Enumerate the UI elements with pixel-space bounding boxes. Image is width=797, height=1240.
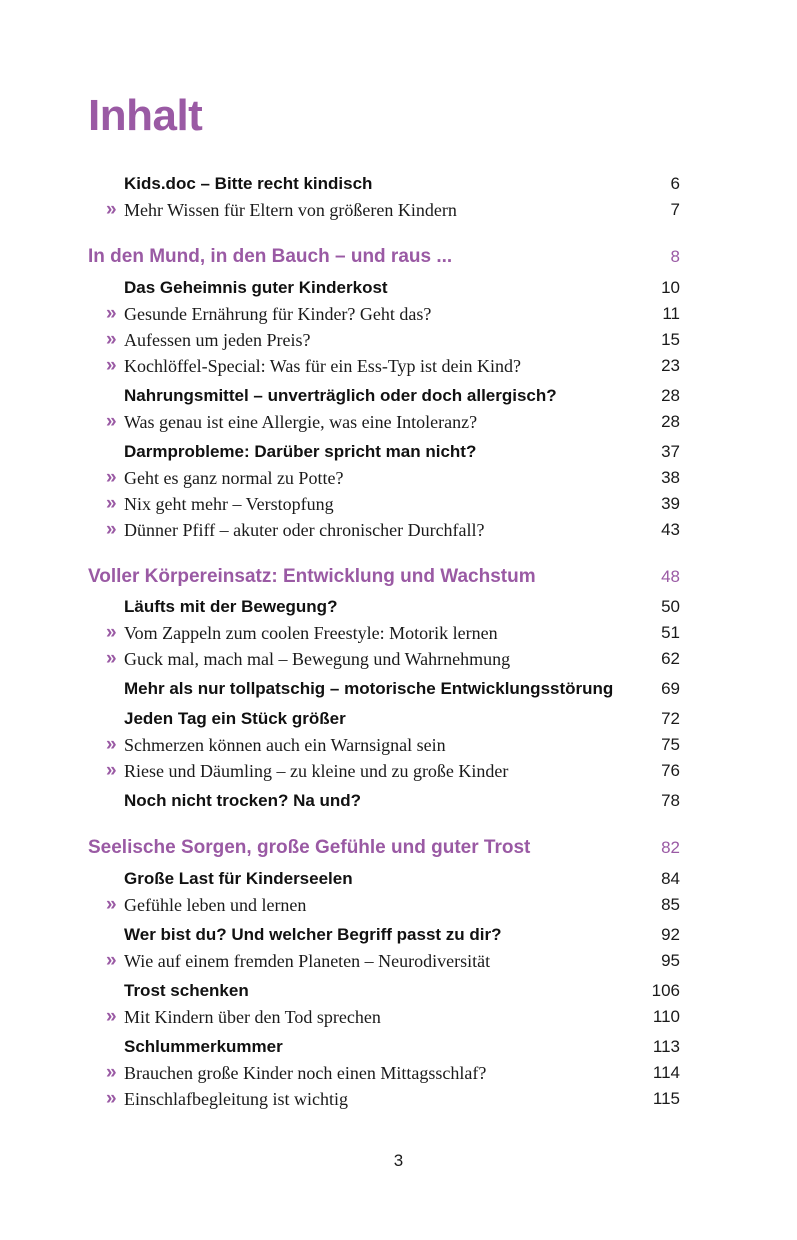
toc-entry [88, 355, 680, 377]
toc-entry-title: Schmerzen können auch ein Warnsignal sein [124, 735, 446, 755]
toc-entry [88, 790, 680, 812]
toc-entry-page: 50 [661, 597, 680, 616]
toc-entry-title: Wer bist du? Und welcher Begriff passt zu dir? [124, 925, 502, 944]
toc-entry-page: 62 [661, 649, 680, 668]
toc-entry-page: 84 [661, 869, 680, 888]
toc-entry-page: 43 [661, 520, 680, 539]
toc-entry-title: In den Mund, in den Bauch – und raus ... [88, 246, 453, 267]
toc-entry-title: Jeden Tag ein Stück größer [124, 709, 346, 728]
toc-entry-title: Trost schenken [124, 981, 249, 1000]
toc-entry-page: 37 [661, 442, 680, 461]
toc-entry [88, 835, 680, 861]
toc-entry-title: Brauchen große Kinder noch einen Mittagsschlaf? [124, 1063, 487, 1083]
toc-entry [88, 244, 680, 270]
toc-entry-title: Riese und Däumling – zu kleine und zu große Kinder [124, 761, 509, 781]
toc-entry [88, 519, 680, 541]
toc-entry-title: Mehr als nur tollpatschig – motorische Entwicklungsstörung [124, 679, 614, 698]
toc-entry [88, 708, 680, 730]
toc-entry [88, 1036, 680, 1058]
toc-entry [88, 950, 680, 972]
toc-entry [88, 622, 680, 644]
toc-entry [88, 734, 680, 756]
toc-entry-title: Aufessen um jeden Preis? [124, 330, 311, 350]
toc-entry [88, 894, 680, 916]
toc-entry-title: Darmprobleme: Darüber spricht man nicht? [124, 442, 477, 461]
chevron-right-icon: » [106, 760, 117, 781]
toc-entry-page: 48 [661, 567, 680, 586]
toc-entry [88, 277, 680, 299]
toc-entry [88, 173, 680, 195]
chevron-right-icon: » [106, 355, 117, 376]
toc-entry-title: Große Last für Kinderseelen [124, 869, 353, 888]
toc-entry-page: 23 [661, 356, 680, 375]
chevron-right-icon: » [106, 950, 117, 971]
chevron-right-icon: » [106, 648, 117, 669]
chevron-right-icon: » [106, 411, 117, 432]
toc-entry-title: Geht es ganz normal zu Potte? [124, 468, 344, 488]
toc-entry-page: 115 [652, 1089, 680, 1108]
chevron-right-icon: » [106, 199, 117, 220]
toc-entry [88, 760, 680, 782]
chevron-right-icon: » [106, 1088, 117, 1109]
toc-entry [88, 1088, 680, 1110]
toc-entry [88, 564, 680, 590]
toc-entry-title: Kochlöffel-Special: Was für ein Ess-Typ ist dein Kind? [124, 356, 522, 376]
toc-entry [88, 1062, 680, 1084]
chevron-right-icon: » [106, 1062, 117, 1083]
toc-entry-title: Was genau ist eine Allergie, was eine Intoleranz? [124, 412, 478, 432]
page-title: Inhalt [88, 91, 203, 140]
toc-entry-title: Mehr Wissen für Eltern von größeren Kindern [124, 200, 457, 220]
toc-entry-title: Noch nicht trocken? Na und? [124, 791, 362, 810]
toc-entry [88, 678, 680, 700]
toc-entry [88, 467, 680, 489]
toc-entry-page: 51 [661, 623, 680, 642]
chevron-right-icon: » [106, 329, 117, 350]
toc-entry [88, 441, 680, 463]
toc-entry-title: Nahrungsmittel – unverträglich oder doch allergisch? [124, 386, 557, 405]
toc-entry-page: 85 [661, 895, 680, 914]
toc-entry-page: 82 [661, 838, 680, 857]
toc-entry-title: Mit Kindern über den Tod sprechen [124, 1007, 381, 1027]
toc-entry-page: 28 [661, 386, 680, 405]
page-number: 3 [393, 1151, 404, 1170]
chevron-right-icon: » [106, 1006, 117, 1027]
toc-entry-page: 10 [661, 278, 680, 297]
toc-entry-page: 7 [670, 200, 680, 219]
toc-entry-page: 8 [670, 247, 680, 266]
toc-entry [88, 1006, 680, 1028]
chevron-right-icon: » [106, 467, 117, 488]
toc-entry-page: 114 [652, 1063, 680, 1082]
toc-entry [88, 924, 680, 946]
toc-entry-page: 15 [661, 330, 680, 349]
toc-entry-title: Gesunde Ernährung für Kinder? Geht das? [124, 304, 432, 324]
chevron-right-icon: » [106, 519, 117, 540]
toc-entry-page: 110 [652, 1007, 680, 1026]
toc-entry-title: Nix geht mehr – Verstopfung [124, 494, 334, 514]
toc-entry [88, 303, 680, 325]
toc-entry [88, 648, 680, 670]
toc-entry-title: Läufts mit der Bewegung? [124, 597, 338, 616]
toc-entry-page: 75 [661, 735, 680, 754]
toc-entry-title: Guck mal, mach mal – Bewegung und Wahrnehmung [124, 649, 511, 669]
toc-entry-page: 78 [661, 791, 680, 810]
chevron-right-icon: » [106, 734, 117, 755]
toc-entry-page: 72 [661, 709, 680, 728]
chevron-right-icon: » [106, 894, 117, 915]
toc-entry-page: 28 [661, 412, 680, 431]
toc-entry [88, 199, 680, 221]
toc-entry-title: Vom Zappeln zum coolen Freestyle: Motorik lernen [124, 623, 498, 643]
toc-entry-page: 38 [661, 468, 680, 487]
toc-entry-title: Gefühle leben und lernen [124, 895, 307, 915]
toc-entry-title: Seelische Sorgen, große Gefühle und guter Trost [88, 837, 531, 858]
toc-entry-title: Dünner Pfiff – akuter oder chronischer Durchfall? [124, 520, 485, 540]
toc-entry-title: Einschlafbegleitung ist wichtig [124, 1089, 348, 1109]
toc-entry-page: 95 [661, 951, 680, 970]
toc-entry-page: 106 [651, 981, 680, 1000]
toc-entry-title: Voller Körpereinsatz: Entwicklung und Wachstum [88, 566, 536, 587]
toc-entry [88, 329, 680, 351]
toc-entry-title: Schlummerkummer [124, 1037, 283, 1056]
toc-entry-title: Das Geheimnis guter Kinderkost [124, 278, 388, 297]
toc-entry-page: 11 [662, 304, 680, 323]
toc-entry-page: 39 [661, 494, 680, 513]
toc-entry [88, 411, 680, 433]
toc-entry [88, 868, 680, 890]
toc-entry-title: Wie auf einem fremden Planeten – Neurodiversität [124, 951, 491, 971]
toc-entry-page: 69 [661, 679, 680, 698]
chevron-right-icon: » [106, 493, 117, 514]
chevron-right-icon: » [106, 622, 117, 643]
toc-entry [88, 385, 680, 407]
toc-entry-page: 113 [652, 1037, 680, 1056]
toc-entry-title: Kids.doc – Bitte recht kindisch [124, 174, 373, 193]
toc-entry [88, 493, 680, 515]
toc-entry-page: 76 [661, 761, 680, 780]
toc-entry [88, 980, 680, 1002]
toc-entry-page: 6 [670, 174, 680, 193]
toc-entry [88, 596, 680, 618]
toc-entry-page: 92 [661, 925, 680, 944]
chevron-right-icon: » [106, 303, 117, 324]
